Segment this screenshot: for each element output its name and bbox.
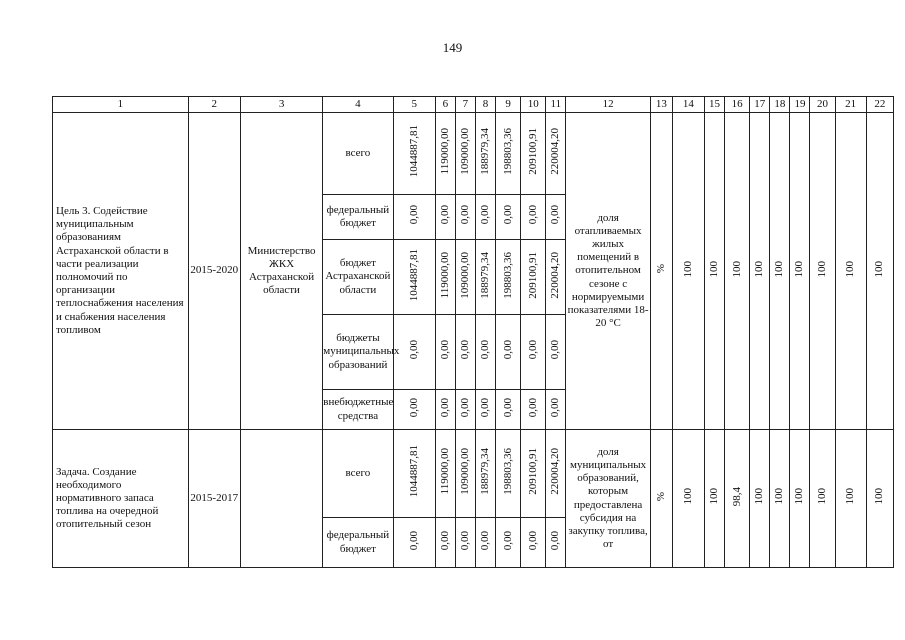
funding-value-cell bbox=[496, 390, 521, 430]
funding-value-cell bbox=[546, 195, 566, 240]
funding-value-cell bbox=[455, 518, 475, 568]
funding-value: 109000,00 bbox=[458, 448, 471, 495]
task-title: Задача. Создание необходимого нормативного запаса топлива на очередной отопительный сезон bbox=[56, 465, 159, 531]
task-target-value: 100 bbox=[844, 488, 857, 505]
goal-years: 2015-2020 bbox=[190, 264, 239, 277]
goal-executor: Министерство ЖКХ Астраханской области bbox=[247, 244, 316, 297]
funding-value: 119000,00 bbox=[438, 448, 451, 495]
column-number-cell: 6 bbox=[435, 97, 455, 113]
funding-value: 1044887,81 bbox=[407, 125, 420, 178]
column-number-cell: 20 bbox=[810, 97, 835, 113]
funding-value-cell bbox=[546, 113, 566, 195]
funding-value: 0,00 bbox=[438, 397, 451, 418]
column-number-row bbox=[53, 97, 894, 113]
funding-value-cell bbox=[521, 315, 546, 390]
funding-source-cell bbox=[323, 430, 393, 518]
task-target-cell bbox=[810, 430, 835, 568]
funding-value: 0,00 bbox=[526, 530, 539, 551]
funding-source: всего bbox=[345, 466, 371, 479]
task-years: 2015-2017 bbox=[190, 491, 239, 504]
funding-source-cell bbox=[323, 518, 393, 568]
task-target-cell bbox=[866, 430, 893, 568]
task-target-cell bbox=[672, 430, 704, 568]
funding-value: 119000,00 bbox=[438, 251, 451, 299]
funding-value-cell bbox=[393, 518, 435, 568]
funding-value-cell bbox=[435, 430, 455, 518]
goal-target-cell bbox=[672, 113, 704, 430]
funding-value: 0,00 bbox=[526, 205, 539, 225]
funding-value: 1044887,81 bbox=[407, 248, 420, 302]
task-target-cell bbox=[725, 430, 750, 568]
goal-indicator: доля отапливаемых жилых помещений в отопительном сезоне с нормируемыми показателями 18-20 °С bbox=[567, 211, 649, 330]
funding-value: 209100,91 bbox=[526, 128, 539, 175]
funding-value-cell bbox=[475, 430, 495, 518]
column-number-cell: 14 bbox=[672, 97, 704, 113]
program-table bbox=[52, 96, 894, 568]
funding-value: 109000,00 bbox=[458, 251, 471, 299]
column-number-cell: 15 bbox=[705, 97, 725, 113]
page-number: 149 bbox=[442, 40, 463, 55]
funding-value: 0,00 bbox=[458, 530, 471, 551]
funding-value-cell bbox=[455, 240, 475, 315]
goal-target-value: 100 bbox=[753, 260, 766, 278]
task-target-value: 100 bbox=[753, 488, 766, 505]
funding-value: 209100,91 bbox=[526, 251, 539, 299]
column-number-cell: 21 bbox=[835, 97, 866, 113]
goal-target-value: 100 bbox=[730, 260, 743, 278]
funding-value-cell bbox=[455, 195, 475, 240]
funding-value-cell bbox=[393, 113, 435, 195]
goal-indicator-cell bbox=[566, 113, 650, 430]
funding-value-cell bbox=[496, 195, 521, 240]
task-target-cell bbox=[790, 430, 810, 568]
funding-value-cell bbox=[435, 390, 455, 430]
column-number-cell: 7 bbox=[455, 97, 475, 113]
funding-source: всего bbox=[345, 146, 371, 159]
column-number-cell: 19 bbox=[790, 97, 810, 113]
column-number-cell: 22 bbox=[866, 97, 893, 113]
column-number-cell: 16 bbox=[725, 97, 750, 113]
goal-executor-cell bbox=[240, 113, 322, 430]
funding-value-cell bbox=[521, 430, 546, 518]
funding-value-cell bbox=[521, 195, 546, 240]
funding-value-cell bbox=[546, 390, 566, 430]
goal-unit-cell bbox=[650, 113, 672, 430]
funding-source: внебюджетные средства bbox=[323, 396, 394, 422]
task-unit: % bbox=[654, 491, 667, 501]
task-title-cell bbox=[53, 430, 189, 568]
funding-value-cell bbox=[455, 113, 475, 195]
funding-value: 198803,36 bbox=[501, 251, 514, 299]
funding-value: 0,00 bbox=[438, 205, 451, 225]
goal-target-value: 100 bbox=[681, 260, 694, 278]
column-number-cell: 5 bbox=[393, 97, 435, 113]
funding-value-cell bbox=[521, 390, 546, 430]
funding-value: 109000,00 bbox=[458, 128, 471, 175]
funding-value-cell bbox=[496, 315, 521, 390]
funding-value-cell bbox=[393, 390, 435, 430]
funding-value-cell bbox=[435, 240, 455, 315]
funding-value: 0,00 bbox=[549, 340, 562, 360]
funding-value: 198803,36 bbox=[501, 128, 514, 175]
task-indicator: доля муниципальных образований, которым предоставлена субсидия на закупку топлива, от bbox=[568, 445, 648, 551]
funding-value: 1044887,81 bbox=[407, 445, 420, 498]
funding-source: федеральный бюджет bbox=[326, 529, 390, 555]
goal-years-cell bbox=[188, 113, 240, 430]
goal-target-cell bbox=[810, 113, 835, 430]
task-target-value: 100 bbox=[873, 488, 886, 505]
funding-source-cell bbox=[323, 315, 400, 390]
funding-value: 220004,20 bbox=[549, 448, 562, 495]
funding-value: 188979,34 bbox=[478, 128, 491, 175]
column-number-cell: 1 bbox=[53, 97, 189, 113]
funding-value: 0,00 bbox=[501, 397, 514, 418]
task-target-value: 100 bbox=[773, 488, 786, 505]
funding-value-cell bbox=[435, 315, 455, 390]
funding-value-cell bbox=[435, 195, 455, 240]
funding-value-cell bbox=[521, 240, 546, 315]
funding-value-cell bbox=[496, 430, 521, 518]
funding-value: 0,00 bbox=[438, 530, 451, 551]
funding-value-cell bbox=[546, 430, 566, 518]
funding-source: федеральный бюджет bbox=[326, 203, 390, 229]
funding-value-cell bbox=[455, 390, 475, 430]
funding-value-cell bbox=[435, 113, 455, 195]
goal-target-value: 100 bbox=[815, 260, 828, 278]
goal-unit: % bbox=[654, 264, 667, 274]
task-target-cell bbox=[750, 430, 770, 568]
funding-value-cell bbox=[546, 315, 566, 390]
funding-value-cell bbox=[475, 113, 495, 195]
funding-value: 0,00 bbox=[478, 397, 491, 418]
funding-value-cell bbox=[496, 240, 521, 315]
funding-value: 0,00 bbox=[407, 530, 420, 551]
goal-target-value: 100 bbox=[793, 260, 806, 278]
task-target-value: 100 bbox=[707, 488, 720, 505]
funding-value-cell bbox=[475, 518, 495, 568]
funding-value: 0,00 bbox=[549, 205, 562, 225]
column-number-cell: 17 bbox=[750, 97, 770, 113]
task-target-value: 100 bbox=[681, 488, 694, 505]
column-number-cell: 9 bbox=[496, 97, 521, 113]
funding-value: 0,00 bbox=[478, 530, 491, 551]
goal-target-cell bbox=[866, 113, 893, 430]
funding-value-cell bbox=[546, 240, 566, 315]
funding-value-cell bbox=[496, 518, 521, 568]
goal-target-value: 100 bbox=[773, 260, 786, 278]
funding-value-cell bbox=[455, 430, 475, 518]
funding-value-cell bbox=[546, 518, 566, 568]
funding-value: 209100,91 bbox=[526, 448, 539, 495]
goal-target-cell bbox=[725, 113, 750, 430]
funding-value: 0,00 bbox=[501, 205, 514, 225]
funding-value: 220004,20 bbox=[549, 128, 562, 175]
goal-funding-row bbox=[53, 113, 894, 195]
task-executor-cell bbox=[240, 430, 322, 568]
goal-title-cell bbox=[53, 113, 189, 430]
funding-value: 0,00 bbox=[407, 205, 420, 225]
funding-source: бюджеты муниципальных образований bbox=[323, 332, 400, 371]
funding-value-cell bbox=[393, 195, 435, 240]
task-target-cell bbox=[705, 430, 725, 568]
task-years-cell bbox=[188, 430, 240, 568]
column-number-cell: 8 bbox=[475, 97, 495, 113]
funding-value: 0,00 bbox=[549, 530, 562, 551]
funding-value: 0,00 bbox=[458, 205, 471, 225]
task-unit-cell bbox=[650, 430, 672, 568]
funding-value: 188979,34 bbox=[478, 448, 491, 495]
column-number-cell: 4 bbox=[323, 97, 393, 113]
funding-value-cell bbox=[475, 390, 495, 430]
funding-value-cell bbox=[521, 518, 546, 568]
funding-value: 0,00 bbox=[458, 340, 471, 360]
column-number-cell: 18 bbox=[770, 97, 790, 113]
funding-value-cell bbox=[496, 113, 521, 195]
task-indicator-cell bbox=[566, 430, 650, 568]
funding-value-cell bbox=[455, 315, 475, 390]
task-target-cell bbox=[770, 430, 790, 568]
funding-source-cell bbox=[323, 113, 393, 195]
task-target-value: 98,4 bbox=[730, 486, 743, 507]
funding-value-cell bbox=[475, 315, 495, 390]
column-number-cell: 2 bbox=[188, 97, 240, 113]
goal-target-value: 100 bbox=[873, 260, 886, 278]
funding-value: 119000,00 bbox=[438, 128, 451, 175]
funding-value: 0,00 bbox=[407, 340, 420, 360]
goal-target-cell bbox=[770, 113, 790, 430]
column-number-cell: 3 bbox=[240, 97, 322, 113]
funding-value: 0,00 bbox=[458, 397, 471, 418]
goal-target-value: 100 bbox=[707, 260, 720, 278]
column-number-cell: 12 bbox=[566, 97, 650, 113]
funding-value: 0,00 bbox=[526, 340, 539, 360]
funding-value: 0,00 bbox=[478, 340, 491, 360]
goal-target-cell bbox=[750, 113, 770, 430]
goal-target-cell bbox=[790, 113, 810, 430]
funding-value: 0,00 bbox=[501, 340, 514, 360]
funding-value-cell bbox=[435, 518, 455, 568]
task-funding-row bbox=[53, 430, 894, 518]
funding-value: 220004,20 bbox=[549, 251, 562, 299]
funding-source-cell bbox=[323, 240, 393, 315]
funding-value: 0,00 bbox=[407, 397, 420, 418]
goal-target-cell bbox=[835, 113, 866, 430]
funding-value-cell bbox=[521, 113, 546, 195]
funding-value: 0,00 bbox=[478, 205, 491, 225]
funding-value: 188979,34 bbox=[478, 251, 491, 299]
funding-value: 198803,36 bbox=[501, 448, 514, 495]
goal-title: Цель 3. Содействие муниципальным образованиям Астраханской области в части реализации полномочий по организации теплоснабжения населения и снабжения населения топливом bbox=[56, 205, 184, 336]
funding-source-cell bbox=[323, 390, 393, 430]
task-target-value: 100 bbox=[793, 488, 806, 505]
goal-target-cell bbox=[705, 113, 725, 430]
funding-value-cell bbox=[393, 430, 435, 518]
column-number-cell: 11 bbox=[546, 97, 566, 113]
funding-source: бюджет Астраханской области bbox=[325, 257, 391, 296]
funding-value: 0,00 bbox=[438, 340, 451, 360]
funding-value-cell bbox=[393, 240, 435, 315]
task-target-cell bbox=[835, 430, 866, 568]
column-number-cell: 13 bbox=[650, 97, 672, 113]
funding-value: 0,00 bbox=[549, 397, 562, 418]
funding-value-cell bbox=[475, 240, 495, 315]
column-number-cell: 10 bbox=[521, 97, 546, 113]
funding-source-cell bbox=[323, 195, 393, 240]
funding-value: 0,00 bbox=[501, 530, 514, 551]
goal-target-value: 100 bbox=[844, 260, 857, 278]
task-target-value: 100 bbox=[815, 488, 828, 505]
funding-value: 0,00 bbox=[526, 397, 539, 418]
funding-value-cell bbox=[475, 195, 495, 240]
